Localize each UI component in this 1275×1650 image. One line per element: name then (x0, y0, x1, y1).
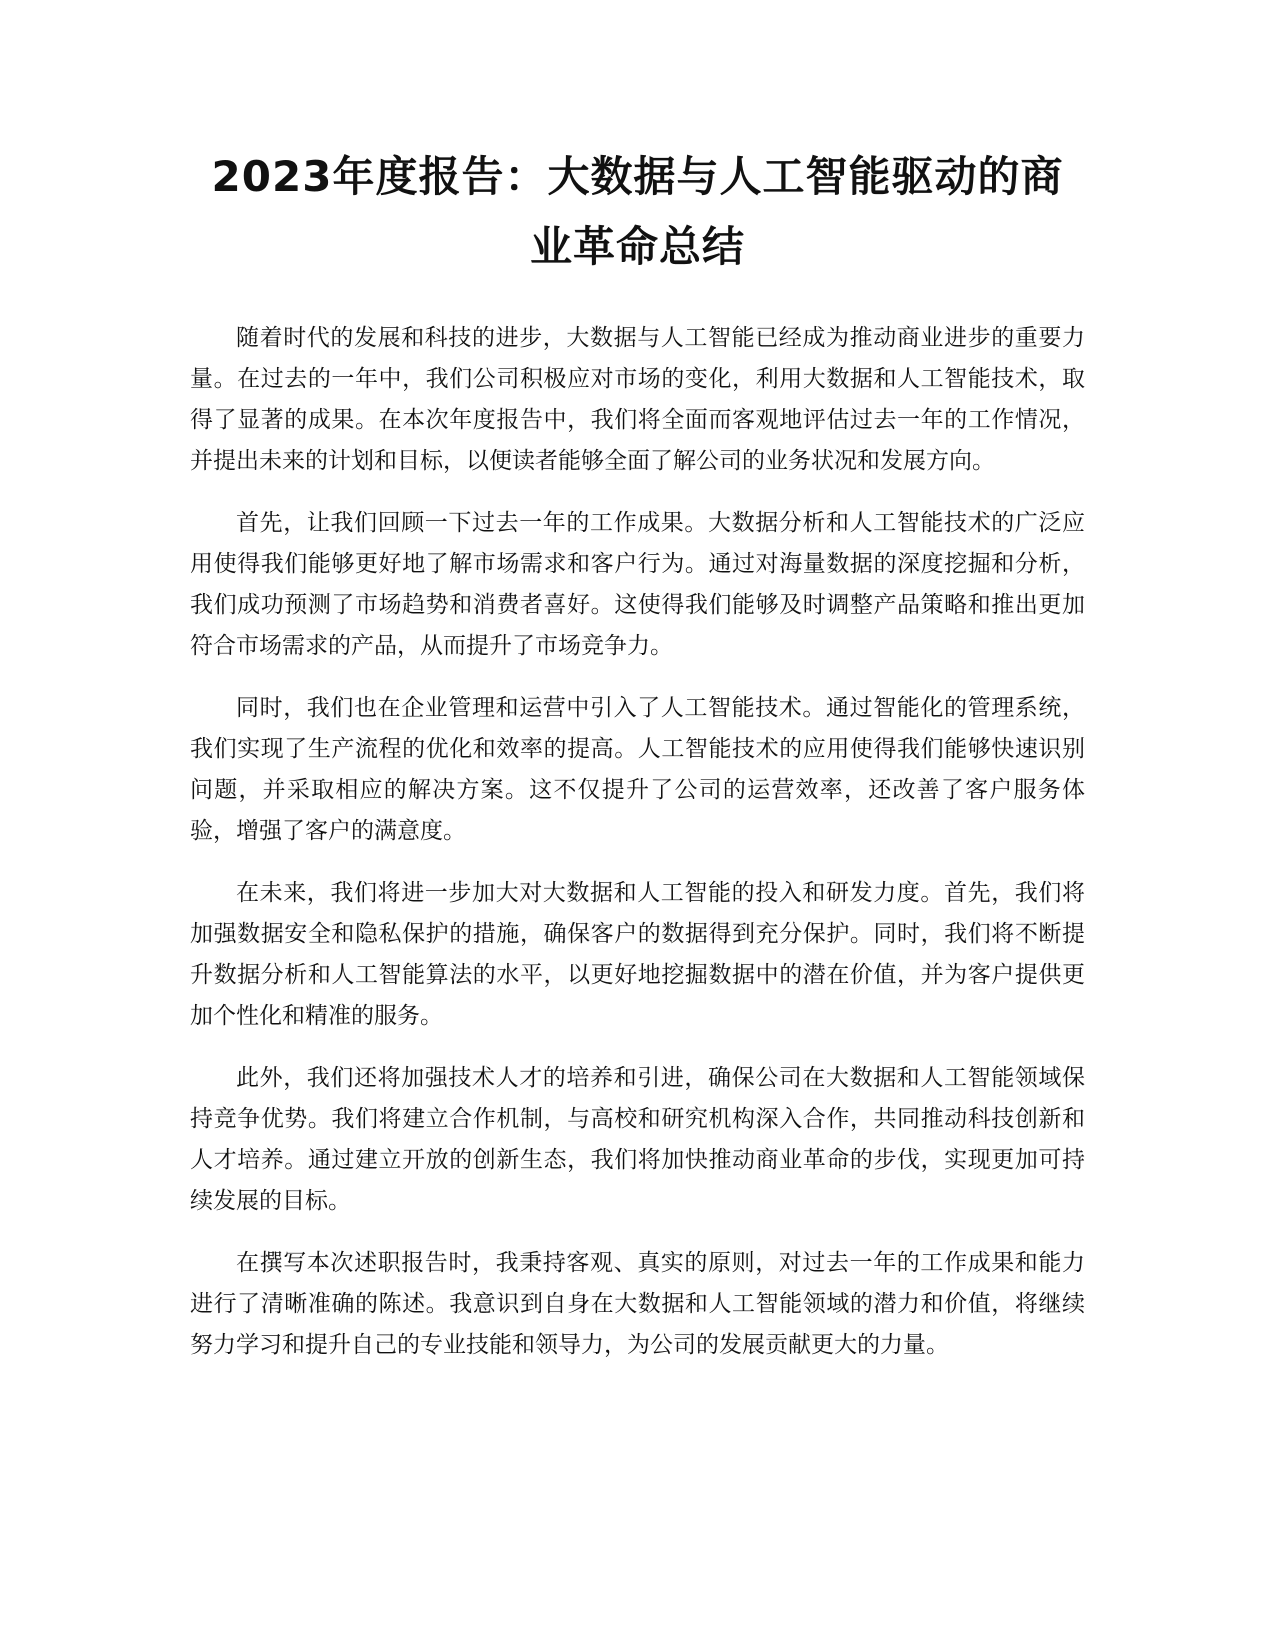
document-title-line-2: 业革命总结 (529, 222, 745, 271)
document-title-line-1: 2023年度报告：大数据与人工智能驱动的商 (211, 152, 1064, 201)
paragraph-future-plans: 在未来，我们将进一步加大对大数据和人工智能的投入和研发力度。首先，我们将加强数据安全和隐私保护的措施，确保客户的数据得到充分保护。同时，我们将不断提升数据分析和人工智能算法的水平，以更好地挖掘数据中的潜在价值，并为客户提供更加个性化和精准的服务。 (190, 880, 1085, 1029)
paragraph-talent: 此外，我们还将加强技术人才的培养和引进，确保公司在大数据和人工智能领域保持竞争优势。我们将建立合作机制，与高校和研究机构深入合作，共同推动科技创新和人才培养。通过建立开放的创新生态，我们将加快推动商业革命的步伐，实现更加可持续发展的目标。 (190, 1065, 1085, 1214)
document-title (190, 142, 1085, 282)
paragraph-operations: 同时，我们也在企业管理和运营中引入了人工智能技术。通过智能化的管理系统，我们实现了生产流程的优化和效率的提高。人工智能技术的应用使得我们能够快速识别问题，并采取相应的解决方案。这不仅提升了公司的运营效率，还改善了客户服务体验，增强了客户的满意度。 (190, 695, 1085, 844)
paragraph-intro: 随着时代的发展和科技的进步，大数据与人工智能已经成为推动商业进步的重要力量。在过去的一年中，我们公司积极应对市场的变化，利用大数据和人工智能技术，取得了显著的成果。在本次年度报告中，我们将全面而客观地评估过去一年的工作情况，并提出未来的计划和目标，以便读者能够全面了解公司的业务状况和发展方向。 (190, 325, 1085, 474)
paragraph-achievements: 首先，让我们回顾一下过去一年的工作成果。大数据分析和人工智能技术的广泛应用使得我们能够更好地了解市场需求和客户行为。通过对海量数据的深度挖掘和分析，我们成功预测了市场趋势和消费者喜好。这使得我们能够及时调整产品策略和推出更加符合市场需求的产品，从而提升了市场竞争力。 (190, 510, 1085, 659)
paragraph-conclusion: 在撰写本次述职报告时，我秉持客观、真实的原则，对过去一年的工作成果和能力进行了清晰准确的陈述。我意识到自身在大数据和人工智能领域的潜力和价值，将继续努力学习和提升自己的专业技能和领导力，为公司的发展贡献更大的力量。 (190, 1250, 1085, 1358)
